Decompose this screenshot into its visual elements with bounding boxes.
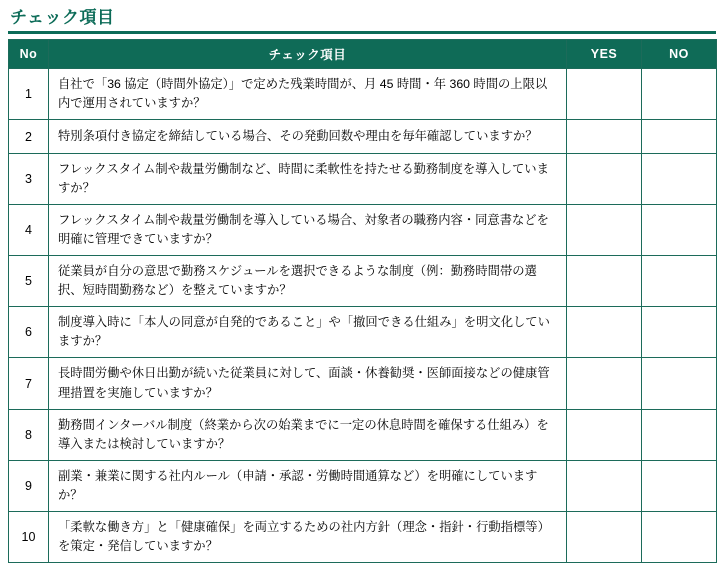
row-no-checkbox[interactable] [642,460,717,511]
table-row [9,154,717,205]
row-no-checkbox[interactable] [642,205,717,256]
row-item-text: フレックスタイム制や裁量労働制など、時間に柔軟性を持たせる勤務制度を導入していますか？ [49,154,567,205]
column-header-no: No [9,40,49,69]
row-no-checkbox[interactable] [642,120,717,154]
row-item-text: 勤務間インターバル制度（終業から次の始業までに一定の休息時間を確保する仕組み）を導入または検討していますか？ [49,409,567,460]
row-number: 6 [9,307,49,358]
row-yes-checkbox[interactable] [567,256,642,307]
column-header-yes: YES [567,40,642,69]
row-yes-checkbox[interactable] [567,358,642,409]
row-number: 10 [9,511,49,562]
row-number: 3 [9,154,49,205]
row-number: 5 [9,256,49,307]
page-title: チェック項目 [10,8,115,27]
row-item-text: 長時間労働や休日出勤が続いた従業員に対して、面談・休養勧奨・医師面接などの健康管理措置を実施していますか？ [49,358,567,409]
table-row [9,69,717,120]
row-no-checkbox[interactable] [642,154,717,205]
row-no-checkbox[interactable] [642,409,717,460]
table-row [9,460,717,511]
row-no-checkbox[interactable] [642,358,717,409]
column-header-no: NO [642,40,717,69]
row-number: 1 [9,69,49,120]
row-yes-checkbox[interactable] [567,69,642,120]
row-item-text: 自社で「36 協定（時間外協定）」で定めた残業時間が、月 45 時間・年 360 時間の上限以内で運用されていますか？ [49,69,567,120]
row-number: 9 [9,460,49,511]
table-row [9,358,717,409]
row-no-checkbox[interactable] [642,256,717,307]
row-item-text: 従業員が自分の意思で勤務スケジュールを選択できるような制度（例：勤務時間帯の選択、短時間勤務など）を整えていますか？ [49,256,567,307]
title-divider [8,31,716,34]
row-no-checkbox[interactable] [642,69,717,120]
checklist-table [8,39,717,563]
row-item-text: 副業・兼業に関する社内ルール（申請・承認・労働時間通算など）を明確にしていますか？ [49,460,567,511]
table-row [9,409,717,460]
row-item-text: フレックスタイム制や裁量労働制を導入している場合、対象者の職務内容・同意書などを明確に管理できていますか？ [49,205,567,256]
table-row [9,511,717,562]
table-row [9,307,717,358]
row-yes-checkbox[interactable] [567,120,642,154]
table-row [9,205,717,256]
table-row [9,256,717,307]
row-number: 7 [9,358,49,409]
row-no-checkbox[interactable] [642,307,717,358]
row-item-text: 「柔軟な働き方」と「健康確保」を両立するための社内方針（理念・指針・行動指標等）を策定・発信していますか？ [49,511,567,562]
row-yes-checkbox[interactable] [567,511,642,562]
table-row [9,120,717,154]
row-number: 2 [9,120,49,154]
row-item-text: 特別条項付き協定を締結している場合、その発動回数や理由を毎年確認していますか？ [49,120,567,154]
row-number: 8 [9,409,49,460]
row-yes-checkbox[interactable] [567,460,642,511]
row-yes-checkbox[interactable] [567,307,642,358]
row-number: 4 [9,205,49,256]
row-yes-checkbox[interactable] [567,205,642,256]
row-yes-checkbox[interactable] [567,409,642,460]
row-item-text: 制度導入時に「本人の同意が自発的であること」や「撤回できる仕組み」を明文化していますか？ [49,307,567,358]
row-yes-checkbox[interactable] [567,154,642,205]
row-no-checkbox[interactable] [642,511,717,562]
table-header-row [9,40,717,69]
column-header-item: チェック項目 [49,40,567,69]
